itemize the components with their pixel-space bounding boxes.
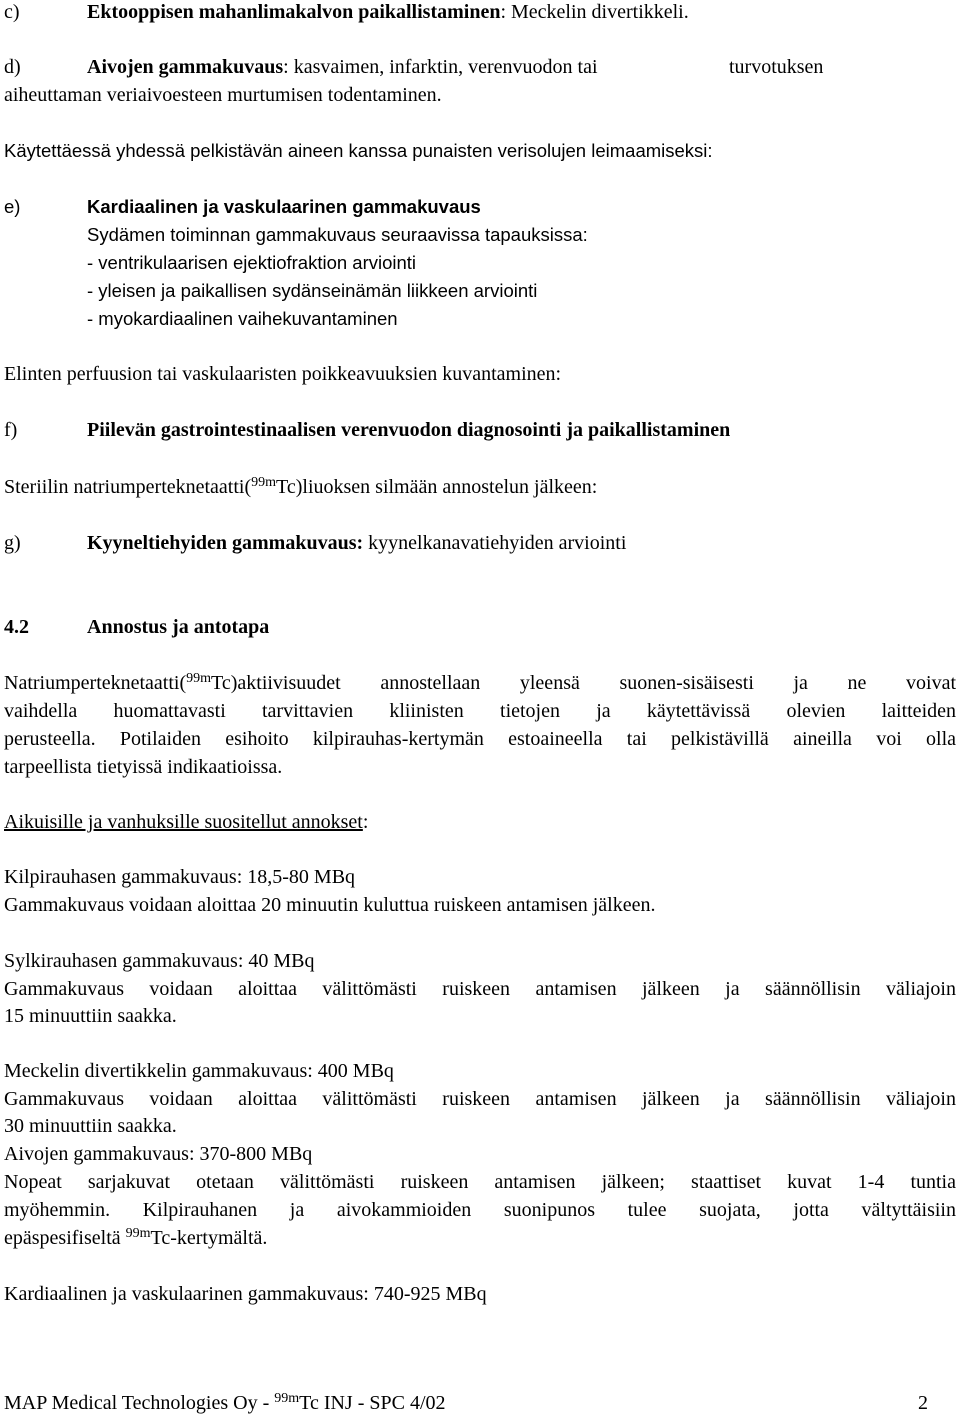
isotope-superscript: 99m [251, 475, 277, 490]
section-title: Annostus ja antotapa [87, 616, 270, 638]
isotope-superscript: 99m [274, 1391, 300, 1406]
dose-brain-note1 [4, 1172, 956, 1192]
item-e-label: e) [4, 196, 21, 217]
dose-brain-l4-pre: epäspesifiseltä [4, 1227, 126, 1249]
dose-meckel: Meckelin divertikkelin gammakuvaus: 400 MBq [4, 1060, 394, 1082]
page-footer [4, 1393, 928, 1413]
intro-f: Elinten perfuusion tai vaskulaaristen poikkeavuuksien kuvantaminen: [4, 363, 562, 385]
isotope-superscript: 99m [186, 671, 212, 686]
page-number: 2 [918, 1392, 928, 1414]
footer-document-code: Tc INJ - SPC 4/02 [299, 1392, 446, 1414]
para1-l1-post: Tc)aktiivisuudet annostellaan yleensä suonen-sisäisesti ja ne voivat [211, 672, 956, 694]
para1-line4: tarpeellista tietyissä indikaatioissa. [4, 756, 283, 778]
item-c-line [87, 2, 689, 22]
para1-l3-text: perusteella. Potilaiden esihoito kilpirauhas-kertymän estoaineella tai pelkistävillä aineilla voi olla [4, 728, 956, 750]
para1-line2 [4, 701, 956, 721]
item-f-label: f) [4, 419, 18, 441]
dose-thyroid-note: Gammakuvaus voidaan aloittaa 20 minuutin kuluttua ruiskeen antamisen jälkeen. [4, 894, 656, 916]
item-e-bullet: - yleisen ja paikallisen sydänseinämän liikkeen arviointi [87, 280, 538, 301]
isotope-superscript: 99m [125, 1226, 151, 1241]
item-d-rest: : kasvaimen, infarktin, verenvuodon tai [283, 56, 598, 78]
item-g-label: g) [4, 532, 21, 554]
dose-brain-l4-post: Tc-kertymältä. [150, 1227, 268, 1249]
dose-meckel-note-end: 30 minuuttiin saakka. [4, 1115, 177, 1137]
dose-salivary: Sylkirauhasen gammakuvaus: 40 MBq [4, 950, 315, 972]
para1-line3 [4, 729, 956, 749]
dose-salivary-note-text: Gammakuvaus voidaan aloittaa välittömästi ruiskeen antamisen jälkeen ja säännöllisin väliajoin [4, 978, 956, 1000]
intro-g [4, 477, 597, 497]
adult-dose-heading-text: Aikuisille ja vanhuksille suositellut annokset [4, 811, 363, 833]
item-g-title: Kyyneltiehyiden gammakuvaus: [87, 532, 364, 554]
adult-dose-heading-colon: : [362, 811, 369, 833]
dose-brain-note1-text: Nopeat sarjakuvat otetaan välittömästi ruiskeen antamisen jälkeen; staattiset kuvat 1-4 tuntia [4, 1171, 956, 1193]
item-e-sub: Sydämen toiminnan gammakuvaus seuraavissa tapauksissa: [87, 224, 588, 245]
dose-meckel-note-text: Gammakuvaus voidaan aloittaa välittömästi ruiskeen antamisen jälkeen ja säännöllisin väliajoin [4, 1088, 956, 1110]
item-d-label: d) [4, 56, 21, 78]
item-d-title: Aivojen gammakuvaus [87, 56, 284, 78]
para1-l2-text: vaihdella huomattavasti tarvittavien kliinisten tietojen ja käytettävissä olevien laitteiden [4, 700, 956, 722]
intro-g-pre: Steriilin natriumperteknetaatti( [4, 476, 252, 498]
item-e-bullet: - myokardiaalinen vaihekuvantaminen [87, 308, 398, 329]
item-c-rest: : Meckelin divertikkeli. [500, 1, 689, 23]
intro-e: Käytettäessä yhdessä pelkistävän aineen kanssa punaisten verisolujen leimaamiseksi: [4, 140, 713, 161]
item-d-line2: aiheuttaman veriaivoesteen murtumisen todentaminen. [4, 84, 442, 106]
footer-company: MAP Medical Technologies Oy - [4, 1392, 275, 1414]
item-g-line [87, 533, 626, 553]
dose-brain-note2 [4, 1200, 956, 1220]
dose-cardiac: Kardiaalinen ja vaskulaarinen gammakuvaus: 740-925 MBq [4, 1283, 487, 1305]
item-c-title: Ektooppisen mahanlimakalvon paikallistaminen [87, 1, 501, 23]
dose-meckel-note [4, 1089, 956, 1109]
item-g-rest: kyynelkanavatiehyiden arviointi [363, 532, 627, 554]
dose-salivary-note [4, 979, 956, 999]
item-d-line [87, 57, 598, 77]
intro-g-post: Tc)liuoksen silmään annostelun jälkeen: [276, 476, 598, 498]
item-e-title: Kardiaalinen ja vaskulaarinen gammakuvaus [87, 196, 481, 217]
para1-l1-pre: Natriumperteknetaatti( [4, 672, 187, 694]
dose-brain: Aivojen gammakuvaus: 370-800 MBq [4, 1143, 313, 1165]
dose-brain-note2-text: myöhemmin. Kilpirauhanen ja aivokammioiden suonipunos tulee suojata, jotta vältyttäisiin [4, 1199, 956, 1221]
item-f-title: Piilevän gastrointestinaalisen verenvuodon diagnosointi ja paikallistaminen [87, 419, 731, 441]
item-e-bullet: - ventrikulaarisen ejektiofraktion arviointi [87, 252, 417, 273]
item-c-label: c) [4, 1, 20, 23]
adult-dose-heading [4, 812, 368, 832]
dose-salivary-note-end: 15 minuuttiin saakka. [4, 1005, 177, 1027]
para1-line1 [4, 673, 956, 693]
dose-thyroid: Kilpirauhasen gammakuvaus: 18,5-80 MBq [4, 866, 356, 888]
section-number: 4.2 [4, 616, 29, 638]
item-d-rest-right: turvotuksen [729, 56, 824, 78]
dose-brain-note3 [4, 1228, 267, 1248]
